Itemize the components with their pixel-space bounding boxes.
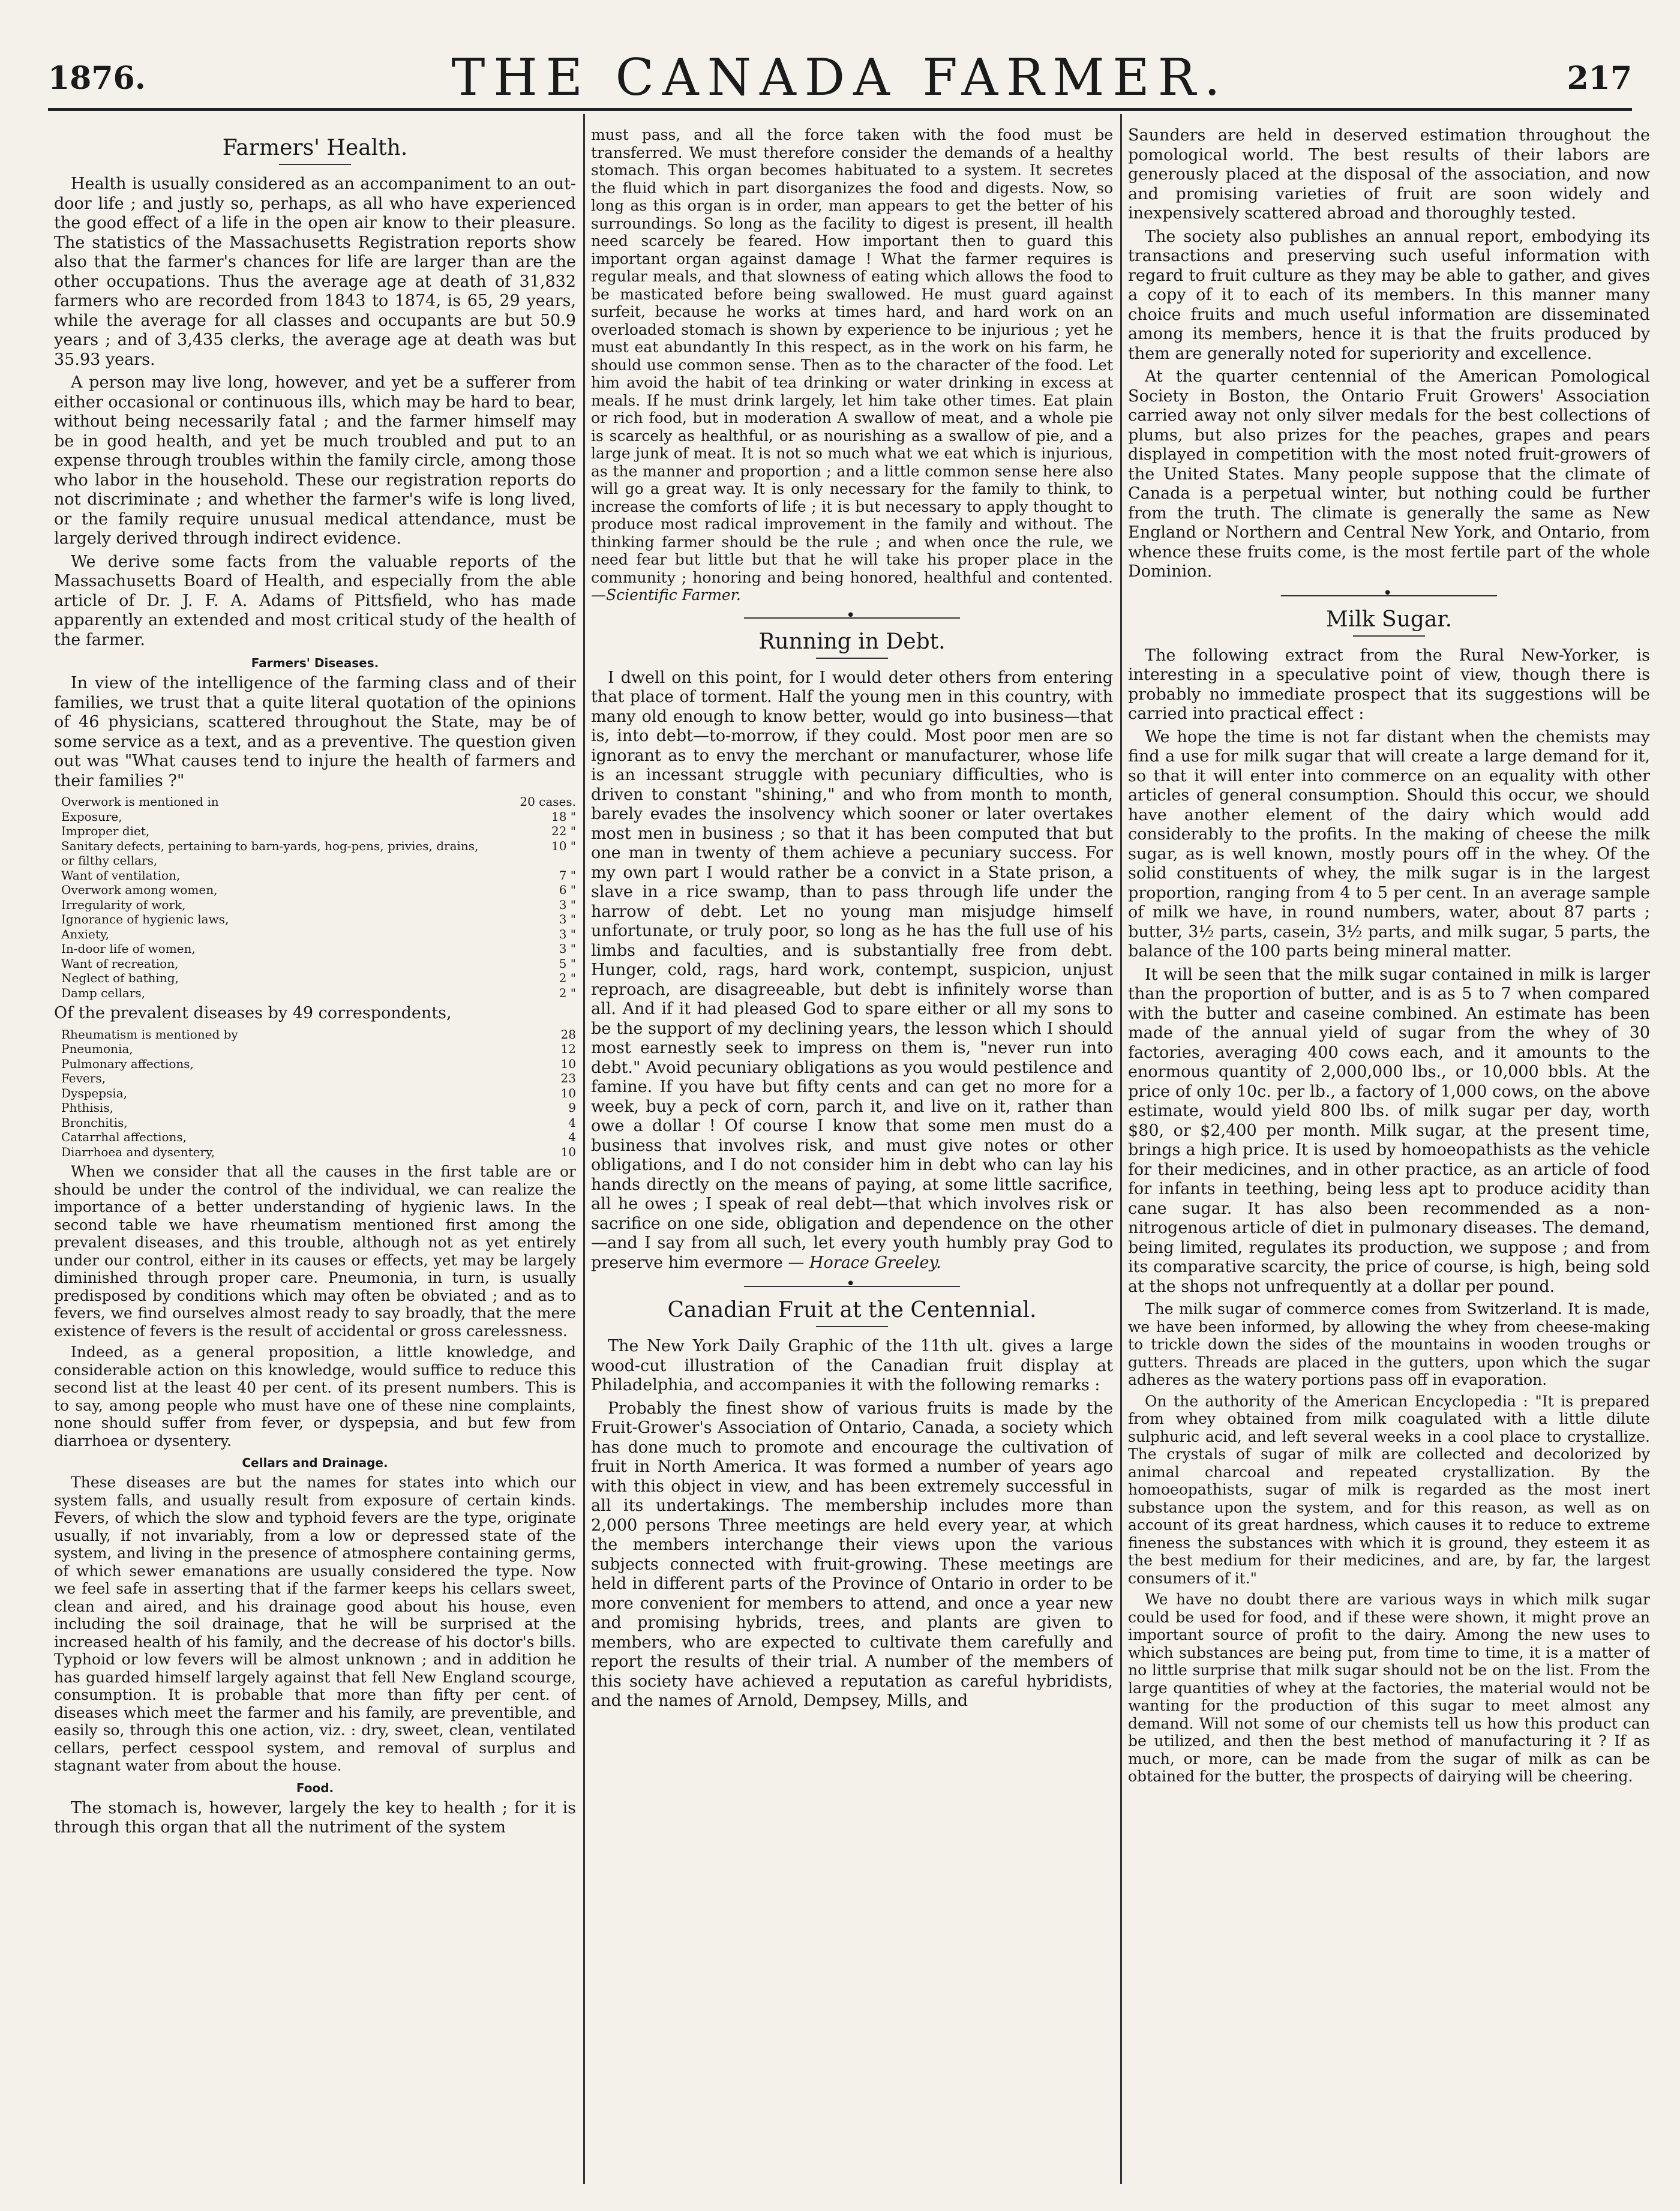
table-row: Irregularity of work, 3 " <box>61 897 576 912</box>
signature: —Scientific Farmer. <box>591 586 741 604</box>
article-title-farmers-health: Farmers' Health. <box>222 136 408 160</box>
paragraph: Probably the finest show of various fruits is made by the Fruit-Grower's Association of Ontario, Canada, a society which has done much to promote and encourage the cultivation of fruit in North America. It was formed a number of years ago with this object in view, and has been extremely successful in all its undertakings. The membership includes more than 2,000 persons Three meetings are held every year, at which the members interchange their views upon the various subjects connected with fruit-growing. These meetings are held in different parts of the Province of Ontario in order to be more convenient for members to attend, and once a year new and promising hybrids, trees, and plants are given to members, who are expected to cultivate them carefully and report the results of their trial. A number of the members of this society have achieved a reputation as careful hybridists, and the names of Arnold, Dempsey, Mills, and <box>591 1399 1113 1710</box>
table-row: Overwork is mentioned in 20 cases. <box>61 794 576 809</box>
table-row: Want of ventilation, 7 " <box>61 868 576 883</box>
title-rule <box>816 1326 888 1327</box>
paragraph: These diseases are but the names for states into which our system falls, and usually result from exposure of certain kinds. Fevers, of which the slow and typhoid fevers are the type, originate usually, if not invariably, from a low or depressed state of the system, and living in the presence of atmosphere containing germs, of which sewer emanations are usually considered the type. Now we feel safe in asserting that if the farmer keeps his cellars sweet, clean and aired, and his drainage good about his house, even including the soil drainage, that he will be surprised at the increased health of his family, and the decrease of his doctor's bills. Typhoid or low fevers will be almost unknown ; and in addition he has guarded himself largely against that fell New England scourge, consumption. It is probable that more than fifty per cent. of diseases which meet the farmer and his family, are preventible, and easily so, through this one action, viz. : dry, sweet, clean, ventilated cellars, perfect cesspool system, and removal of surplus and stagnant water from about the house. <box>54 1474 576 1774</box>
table-row: Bronchitis, 4 <box>61 1115 576 1130</box>
paragraph: The following extract from the Rural New-Yorker, is interesting in a speculative point of view, though there is probably no immediate prospect that its suggestions will be carried into practical effect : <box>1128 646 1650 723</box>
issue-year: 1876. <box>48 60 146 97</box>
article-title-canadian-fruit: Canadian Fruit at the Centennial. <box>667 1298 1037 1322</box>
table-row: In-door life of women, 3 " <box>61 941 576 956</box>
paragraph: Saunders are held in deserved estimation throughout the pomological world. The best results of their labors are generously placed at the disposal of the association, and now and promising varieties of fruit are soon widely and inexpensively scattered abroad and thoroughly tested. <box>1128 126 1650 223</box>
table-row: Phthisis, 9 <box>61 1100 576 1115</box>
article-title-running-in-debt: Running in Debt. <box>758 629 946 654</box>
paragraph: We derive some facts from the valuable reports of the Massachusetts Board of Health, and especially from the able article of Dr. J. F. A. Adams of Pittsfield, who has made apparently an extended and most critical study of the health of the farmer. <box>54 552 576 649</box>
signature: Horace Greeley. <box>809 1253 941 1272</box>
section-divider <box>744 1286 960 1287</box>
page-number: 217 <box>1567 60 1632 97</box>
subheading-farmers-diseases: Farmers' Diseases. <box>251 656 379 670</box>
table-row: Want of recreation, 5 " <box>61 956 576 971</box>
table-row: Pneumonia, 12 <box>61 1042 576 1056</box>
column-2 <box>591 126 1113 2178</box>
paragraph: The milk sugar of commerce comes from Switzerland. It is made, we have been informed, by allowing the whey from cheese-making to trickle down the sides of the mountains in wooden troughs or gutters. Threads are placed in the gutters, upon which the sugar adheres as the watery portions pass off in evaporation. <box>1128 1300 1650 1388</box>
table-row: Pulmonary affections, 10 <box>61 1056 576 1071</box>
paragraph: The New York Daily Graphic of the 11th ult. gives a large wood-cut illustration of the Canadian fruit display at Philadelphia, and accompanies it with the following remarks : <box>591 1337 1113 1394</box>
masthead-rule <box>48 108 1632 111</box>
table-row: Rheumatism is mentioned by 28 <box>61 1027 576 1042</box>
section-divider <box>1281 595 1497 596</box>
newspaper-title: THE CANADA FARMER. <box>451 48 1229 107</box>
table-row: Catarrhal affections, 4 <box>61 1130 576 1144</box>
paragraph: On the authority of the American Encyclopedia : "It is prepared from whey obtained from milk coagulated with a little dilute sulphuric acid, and left several weeks in a cool place to crystallize. The crystals of sugar of milk are collected and decolorized by animal charcoal and repeated crystallization. By the homoeopathists, sugar of milk is regarded as the most inert substance upon the system, and for this reason, as well as on account of its great hardness, which causes it to reduce to extreme fineness the substances with which it is ground, they esteem it as the best medium for their medicines, and are, by far, the largest consumers of it." <box>1128 1392 1650 1587</box>
paragraph: We hope the time is not far distant when the chemists may find a use for milk sugar that will create a large demand for it, so that it will enter into commerce on an equality with other articles of general consumption. Should this occur, we should have another element of the dairy which would add considerably to the profits. In the making of cheese the milk sugar, as is well known, mostly pours off in the whey. Of the solid constituents of whey, the milk sugar is in the largest proportion, ranging from 4 to 5 per cent. In an average sample of milk we have, in round numbers, water, about 87 parts ; butter, 3½ parts, casein, 3½ parts, and milk sugar, 5 parts, the balance of the 100 parts being mineral matter. <box>1128 727 1650 961</box>
table-row: Overwork among women, 6 " <box>61 883 576 897</box>
paragraph: Indeed, as a general proposition, a little knowledge, and considerable action on this knowledge, would suffice to reduce this second list at the least 40 per cent. of its present numbers. This is to say, among people who must have one of these nine complaints, none should suffer from fever, or dyspepsia, and but few from diarrhoea or dysentery. <box>54 1343 576 1450</box>
table-row: Anxiety, 3 " <box>61 926 576 941</box>
paragraph: I dwell on this point, for I would deter others from entering that place of torment. Half the young men in this country, with many old enough to know better, would go into business—that is, into debt—to-morrow, if they could. Most poor men are so ignorant as to envy the merchant or manufacturer, whose life is an incessant struggle with pecuniary difficulties, who is driven to constant "shining," and who from month to month, barely evades the insolvency which sooner or later overtakes most men in business ; so that it has been computed that but one man in twenty of them achieve a pecuniary success. For my own part I would rather be a convict in a State prison, a slave in a rice swamp, than to pass through life under the harrow of debt. Let no young man misjudge himself unfortunate, or truly poor, so long as he has the full use of his limbs and faculties, and is substantially free from debt. Hunger, cold, rags, hard work, contempt, suspicion, unjust reproach, are disagreeable, but debt is infinitely worse than all. And if it had pleased God to spare either or all my sons to be the support of my declining years, the lesson which I should most earnestly seek to impress on them is, "never run into debt." Avoid pecuniary obligations as you would pestilence and famine. If you have but fifty cents and can get no more for a week, buy a peck of corn, parch it, and live on it, rather than owe a dollar ! Of course I know that some men must do a business that involves risk, and must give notes or other obligations, and I do not consider him in debt who can lay his hands directly on the means of paying, at some little sacrifice, all he owes ; I speak of real debt—that which involves risk or sacrifice on one side, obligation and dependence on the other—and I say from all such, let every youth humbly pray God to preserve him evermore — Horace Greeley. <box>591 668 1113 1272</box>
column-1 <box>54 126 576 2178</box>
masthead <box>48 36 1632 120</box>
paragraph: must pass, and all the force taken with the food must be transferred. We must therefore consider the demands of a healthy stomach. This organ becomes habituated to a system. It secretes the fluid which in part disorganizes the food and digests. Now, so long as this organ is in order, man appears to get the better of his surroundings. So long as the facility to digest is present, ill health need scarcely be feared. How important then to guard this important organ against damage ! What the farmer requires is regular meals, and that slowness of eating which allows the food to be masticated before being swallowed. He must guard against surfeit, because he works at times hard, and hard work on an overloaded stomach is shown by experience to be injurious ; yet he must eat abundantly In this respect, as in the work on his farm, he should use common sense. Then as to the character of the food. Let him avoid the habit of tea drinking or water drinking in excess at meals. If he must drink largely, let him take other times. Eat plain or rich food, but in moderation A swallow of meat, and a whole pie is scarcely as healthful, or as nourishing as a swallow of pie, and a large junk of meat. It is not so much what we eat which is injurious, as the manner and proportion ; and a little common sense here also will go a great way. It is only necessary for the family to think, to increase the comforts of life ; it is but necessary to apply thought to produce most radical improvement in the family and without. The thinking farmer should be the rule ; and when once the rule, we need fear but little but that he will take his proper place in the community ; honoring and being honored, healthful and contented.—Scientific Farmer. <box>591 126 1113 604</box>
paragraph: We have no doubt there are various ways in which milk sugar could be used for food, and if these were shown, it might prove an important source of profit to the dairy. Among the new uses to which substances are being put, from time to time, it is a matter of no little surprise that milk sugar should not be on the list. From the large quantities of whey at the factories, the material would not be wanting for the production of this sugar to meet almost any demand. Will not some of our chemists tell us how this product can be utilized, and then the best method of manufacturing it ? If as much, or more, can be made from the sugar of milk as can be obtained for the butter, the prospects of dairying will be cheering. <box>1128 1591 1650 1785</box>
table-row: Neglect of bathing, 2 " <box>61 971 576 985</box>
table-row: Exposure, 18 " <box>61 809 576 824</box>
paragraph: The society also publishes an annual report, embodying its transactions and preserving such useful information with regard to fruit culture as they may be able to gather, and gives a copy of it to each of its members. In this manner many choice fruits and much useful information are disseminated among its members, hence it is that the fruits produced by them are generally noted for superiority and excellence. <box>1128 227 1650 363</box>
diseases-table <box>61 1027 576 1160</box>
table-row: Improper diet, 22 " <box>61 824 576 838</box>
paragraph: Health is usually considered as an accompaniment to an out-door life ; and justly so, perhaps, as all who have experienced the good effect of a life in the open air know to their pleasure. The statistics of the Massachusetts Registration reports show also that the farmer's chances for life are larger than are the other occupations. Thus the average age at death of 31,832 farmers who are recorded from 1843 to 1874, is 65, 29 years, while the average for all classes and occupants are but 50.9 years ; and of 3,435 clerks, the average age at death was but 35.93 years. <box>54 175 576 369</box>
article-title-milk-sugar: Milk Sugar. <box>1325 607 1453 632</box>
causes-table <box>61 794 576 1000</box>
column-3 <box>1128 126 1650 2178</box>
paragraph: It will be seen that the milk sugar contained in milk is larger than the proportion of butter, and is as 5 to 7 when compared with the butter and caseine combined. An estimate has been made of the annual yield of sugar from the whey of 30 factories, averaging 400 cows each, and it amounts to the enormous quantity of 2,000,000 lbs., or 10,000 bbls. At the price of only 10c. per lb., a factory of 1,000 cows, on the above estimate, would yield 800 lbs. of milk sugar per day, worth $80, or $2,400 per month. Milk sugar, at the present time, brings a high price. It is used by homoeopathists as the vehicle for their medicines, and in other practice, as an article of food for infants in teething, being less apt to produce acidity than cane sugar. It has also been recommended as a non-nitrogenous article of diet in pulmonary diseases. The demand, being limited, regulates its production, we suppose ; and from its comparative scarcity, the price of course, is high, being sold at the shops not unfrequently at a dollar per pound. <box>1128 965 1650 1296</box>
table-row: Ignorance of hygienic laws, 3 " <box>61 912 576 926</box>
table-row: Fevers, 23 <box>61 1071 576 1085</box>
title-rule <box>816 658 888 659</box>
column-rule-1 <box>583 114 585 2184</box>
paragraph: When we consider that all the causes in the first table are or should be under the control of the individual, we can realize the importance of a better understanding of hygienic laws. In the second table we have rheumatism mentioned first among the prevalent diseases, and this trouble, although not as yet entirely under our control, either in its causes or effects, yet may be largely diminished through proper care. Pneumonia, in turn, is usually predisposed by conditions which may often be obviated ; and as to fevers, we find ourselves almost ready to say broadly, that the mere existence of fevers is the result of accidental or gross carelessness. <box>54 1163 576 1340</box>
paragraph: The stomach is, however, largely the key to health ; for it is through this organ that all the nutriment of the system <box>54 1798 576 1837</box>
table-row: Sanitary defects, pertaining to barn-yards, hog-pens, privies, drains, or filthy cellars, 10 " <box>61 838 576 868</box>
table-row: Damp cellars, 2 " <box>61 985 576 1000</box>
paragraph: In view of the intelligence of the farming class and of their families, we trust that a quite literal quotation of the opinions of 46 physicians, scattered throughout the State, may be of some service as a text, and as a preventive. The question given out was "What causes tend to injure the health of farmers and their families ?" <box>54 674 576 790</box>
section-divider <box>744 617 960 619</box>
subheading-food: Food. <box>296 1780 334 1795</box>
title-rule <box>279 164 351 165</box>
paragraph: A person may live long, however, and yet be a sufferer from either occasional or continuous ills, which may be hard to bear, without being necessarily fatal ; and the farmer himself may be in good health, and yet be much troubled and put to an expense through troubles within the family circle, among those who labor in the household. These our registration reports do not discriminate ; and whether the farmer's wife is long lived, or the family require unusual medical attendance, must be largely derived through indirect evidence. <box>54 373 576 548</box>
column-rule-2 <box>1120 114 1122 2184</box>
paragraph: At the quarter centennial of the American Pomological Society in Boston, the Ontario Fruit Growers' Association carried away not only silver medals for the best collections of plums, but also prizes for the peaches, grapes and pears displayed in competition with the most noted fruit-growers of the United States. Many people suppose that the climate of Canada is a perpetual winter, but nothing could be further from the truth. The climate is generally the same as New England or Northern and Central New York, and Ontario, from whence these fruits come, is the most fertile part of the whole Dominion. <box>1128 367 1650 581</box>
table-row: Diarrhoea and dysentery, 10 <box>61 1144 576 1159</box>
title-rule <box>1353 635 1425 637</box>
subheading-cellars-drainage: Cellars and Drainage. <box>242 1456 388 1470</box>
table-row: Dyspepsia, 10 <box>61 1085 576 1100</box>
paragraph: Of the prevalent diseases by 49 correspondents, <box>54 1004 452 1022</box>
